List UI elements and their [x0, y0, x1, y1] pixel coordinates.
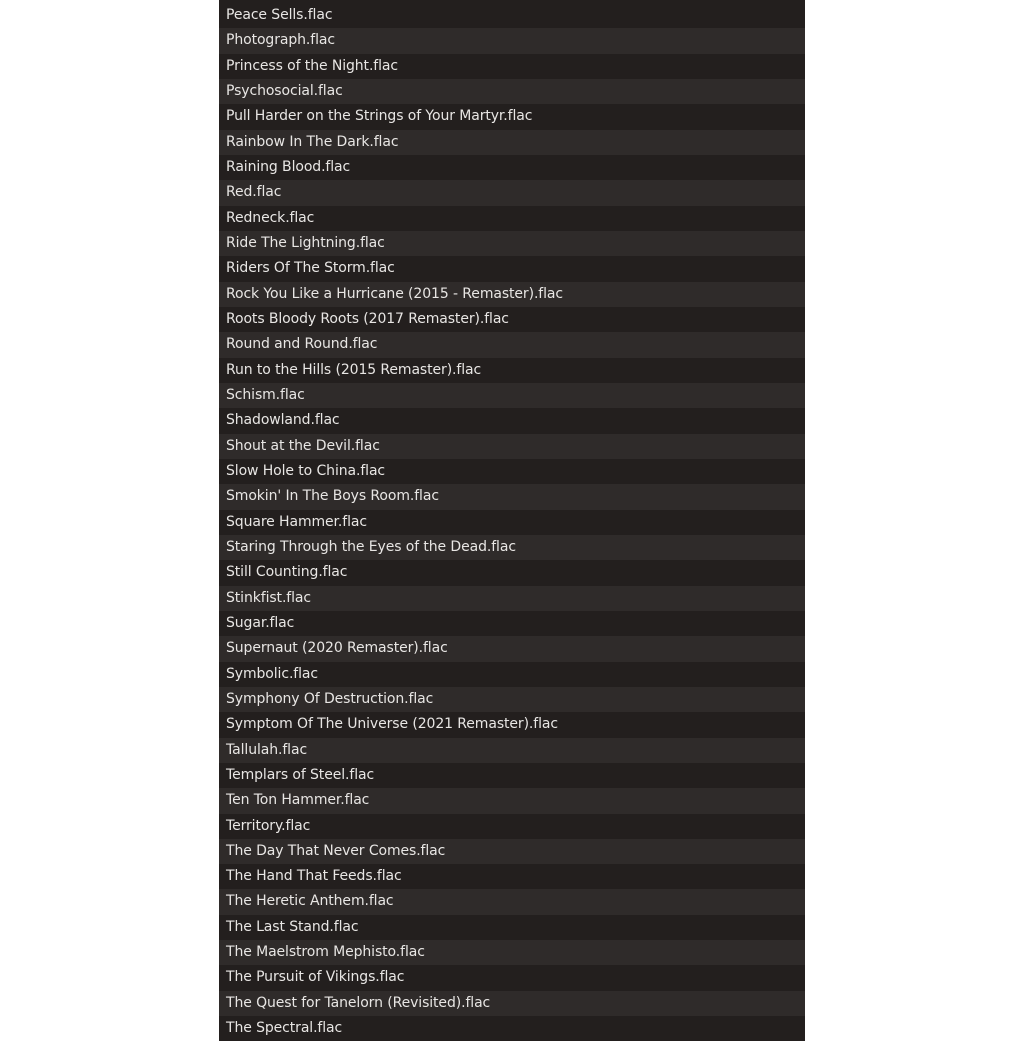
- file-list-item[interactable]: Stinkfist.flac: [219, 586, 805, 611]
- file-list-item[interactable]: Red.flac: [219, 180, 805, 205]
- file-list-item[interactable]: Symptom Of The Universe (2021 Remaster).flac: [219, 712, 805, 737]
- file-list-item[interactable]: Templars of Steel.flac: [219, 763, 805, 788]
- file-list-item[interactable]: The Quest for Tanelorn (Revisited).flac: [219, 991, 805, 1016]
- file-list-item[interactable]: Photograph.flac: [219, 28, 805, 53]
- file-list-item[interactable]: Ten Ton Hammer.flac: [219, 788, 805, 813]
- file-list-item[interactable]: Redneck.flac: [219, 206, 805, 231]
- file-list-item[interactable]: Rainbow In The Dark.flac: [219, 130, 805, 155]
- file-list-item[interactable]: The Pursuit of Vikings.flac: [219, 965, 805, 990]
- file-list-panel: [219, 0, 805, 1037]
- file-list-item[interactable]: Ride The Lightning.flac: [219, 231, 805, 256]
- file-list-item[interactable]: Rock You Like a Hurricane (2015 - Remaster).flac: [219, 282, 805, 307]
- file-list-item[interactable]: The Maelstrom Mephisto.flac: [219, 940, 805, 965]
- file-list-item[interactable]: Pull Harder on the Strings of Your Martyr.flac: [219, 104, 805, 129]
- file-list-item[interactable]: Still Counting.flac: [219, 560, 805, 585]
- file-list-item[interactable]: Princess of the Night.flac: [219, 54, 805, 79]
- file-list-item[interactable]: Raining Blood.flac: [219, 155, 805, 180]
- file-list-item[interactable]: Symbolic.flac: [219, 662, 805, 687]
- file-list-item[interactable]: Shadowland.flac: [219, 408, 805, 433]
- file-list-item[interactable]: Square Hammer.flac: [219, 510, 805, 535]
- file-list-item[interactable]: Run to the Hills (2015 Remaster).flac: [219, 358, 805, 383]
- file-list-item[interactable]: Roots Bloody Roots (2017 Remaster).flac: [219, 307, 805, 332]
- file-list-item[interactable]: The Day That Never Comes.flac: [219, 839, 805, 864]
- file-list-item[interactable]: Smokin' In The Boys Room.flac: [219, 484, 805, 509]
- file-list-item[interactable]: Supernaut (2020 Remaster).flac: [219, 636, 805, 661]
- file-list-item[interactable]: Round and Round.flac: [219, 332, 805, 357]
- file-list-item[interactable]: Staring Through the Eyes of the Dead.flac: [219, 535, 805, 560]
- file-list-item[interactable]: Peace Sells.flac: [219, 3, 805, 28]
- file-list-item[interactable]: The Heretic Anthem.flac: [219, 889, 805, 914]
- file-list-item[interactable]: Tallulah.flac: [219, 738, 805, 763]
- file-list-item[interactable]: Riders Of The Storm.flac: [219, 256, 805, 281]
- file-list-item[interactable]: Slow Hole to China.flac: [219, 459, 805, 484]
- file-list-item[interactable]: Symphony Of Destruction.flac: [219, 687, 805, 712]
- file-list-item[interactable]: Sugar.flac: [219, 611, 805, 636]
- file-list-item[interactable]: Psychosocial.flac: [219, 79, 805, 104]
- file-list-item[interactable]: The Spectral.flac: [219, 1016, 805, 1041]
- file-list-item[interactable]: Schism.flac: [219, 383, 805, 408]
- file-list-item[interactable]: Territory.flac: [219, 814, 805, 839]
- file-list-item[interactable]: The Last Stand.flac: [219, 915, 805, 940]
- file-list: [219, 3, 805, 1041]
- file-list-item[interactable]: The Hand That Feeds.flac: [219, 864, 805, 889]
- file-list-item[interactable]: Shout at the Devil.flac: [219, 434, 805, 459]
